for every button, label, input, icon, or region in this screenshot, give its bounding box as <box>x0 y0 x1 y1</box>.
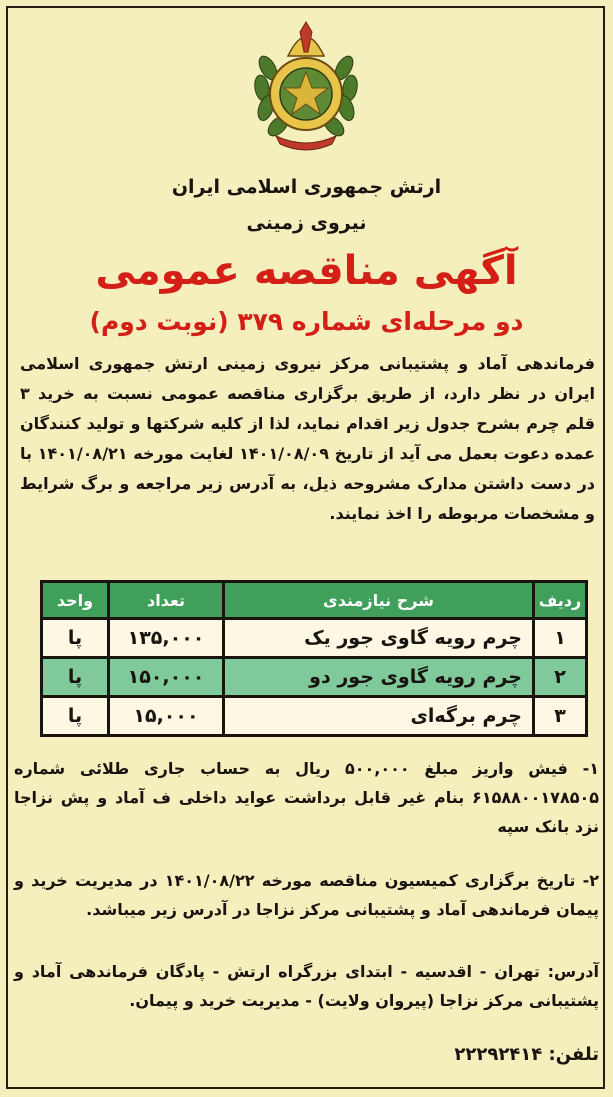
table-header-row <box>43 583 585 617</box>
intro-paragraph: فرماندهی آماد و پشتیبانی مرکز نیروی زمینی ارتش جمهوری اسلامی ایران در نظر دارد، از طریق برگزاری مناقصه عمومی نسبت به خرید ۳ قلم چرم بشرح جدول زیر اقدام نماید، لذا از کلیه شرکتها و تولید کنندگان عمده دعوت بعمل می آید از تاریخ ۱۴۰۱/۰۸/۰۹ لغایت مورخه ۱۴۰۱/۰۸/۲۱ با در دست داشتن مدارک مشروحه ذیل، به آدرس زیر مراجعه و برگ شرایط و مشخصات مربوطه را اخذ نمایند. <box>20 354 595 523</box>
row-number: ۳ <box>535 698 585 734</box>
row-quantity: ۱۵,۰۰۰ <box>110 698 222 734</box>
row-description: چرم رویه گاوی جور یک <box>225 620 532 656</box>
address: آدرس: تهران - اقدسیه - ابتدای بزرگراه ارتش - پادگان فرماندهی آماد و پشتیبانی مرکز نزاجا (پیروان ولایت) - مدیریت خرید و پیمان. <box>14 962 599 1010</box>
row-description: چرم رویه گاوی جور دو <box>225 659 532 695</box>
row-unit: پا <box>43 659 107 695</box>
table-row <box>43 620 585 656</box>
army-emblem-icon <box>248 8 364 154</box>
branch-name: نیروی زمینی <box>246 212 367 234</box>
header-unit: واحد <box>43 583 107 617</box>
row-quantity: ۱۳۵,۰۰۰ <box>110 620 222 656</box>
table-row <box>43 659 585 695</box>
row-number: ۲ <box>535 659 585 695</box>
table-row <box>43 698 585 734</box>
notice-border <box>6 6 605 1089</box>
row-number: ۱ <box>535 620 585 656</box>
header-description: شرح نیازمندی <box>225 583 532 617</box>
header-row-number: ردیف <box>535 583 585 617</box>
notice-subtitle: دو مرحله‌ای شماره ۳۷۹ (نوبت دوم) <box>89 307 524 336</box>
phone-number: تلفن: ۲۲۲۹۲۴۱۴ <box>454 1044 599 1065</box>
header-quantity: تعداد <box>110 583 222 617</box>
row-unit: پا <box>43 698 107 734</box>
row-quantity: ۱۵۰,۰۰۰ <box>110 659 222 695</box>
row-description: چرم برگه‌ای <box>225 698 532 734</box>
condition-1: ۱- فیش واریز مبلغ ۵۰۰,۰۰۰ ریال به حساب جاری طلائی شماره ۶۱۵۸۸۰۰۱۷۸۵۰۵ بنام غیر قابل برداشت عواید داخلی ف آماد و پش نزاجا نزد بانک سپه <box>14 759 600 836</box>
items-table <box>40 580 588 737</box>
condition-2: ۲- تاریخ برگزاری کمیسیون مناقصه مورخه ۱۴۰۱/۰۸/۲۲ در مدیریت خرید و پیمان فرماندهی آماد و پشتیبانی مرکز نزاجا در آدرس زیر میباشد. <box>14 871 599 919</box>
row-unit: پا <box>43 620 107 656</box>
notice-title: آگهی مناقصه عمومی <box>95 248 518 294</box>
organization-name: ارتش جمهوری اسلامی ایران <box>171 176 442 198</box>
